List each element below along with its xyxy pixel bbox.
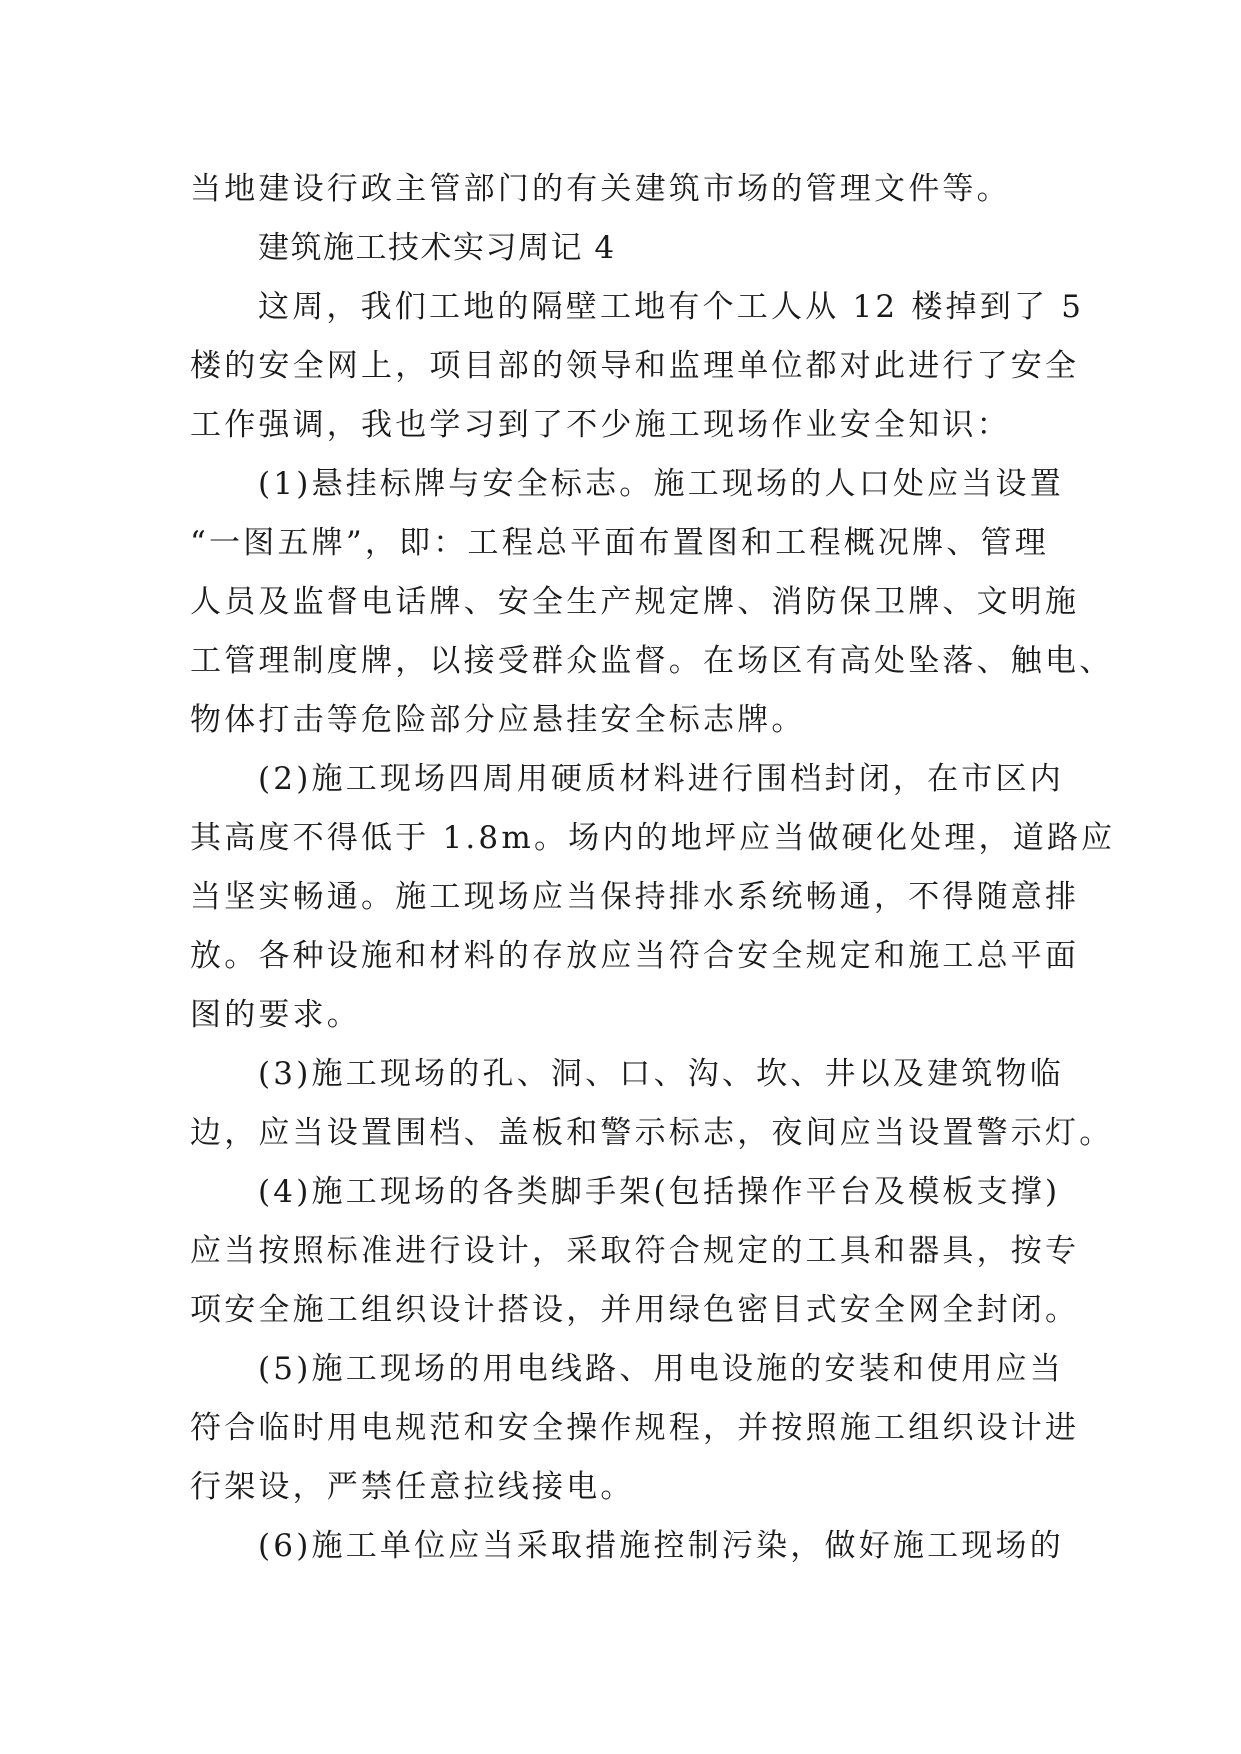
text-line: 当地建设行政主管部门的有关建筑市场的管理文件等。 [190, 171, 1011, 207]
document-page [190, 160, 1116, 1576]
text-line: 其高度不得低于 1.8m。场内的地坪应当做硬化处理，道路应 [190, 820, 1116, 856]
text-line: 楼的安全网上，项目部的领导和监理单位都对此进行了安全 [190, 348, 1080, 384]
text-line: 图的要求。 [190, 997, 361, 1033]
text-line: 工管理制度牌，以接受群众监督。在场区有高处坠落、触电、 [190, 643, 1114, 679]
text-line: 这周，我们工地的隔壁工地有个工人从 12 楼掉到了 5 [258, 289, 1085, 325]
text-line: (5)施工现场的用电线路、用电设施的安装和使用应当 [258, 1351, 1064, 1387]
text-line: 人员及监督电话牌、安全生产规定牌、消防保卫牌、文明施 [190, 584, 1080, 620]
text-line: 工作强调，我也学习到了不少施工现场作业安全知识： [190, 407, 1011, 443]
text-line: 项安全施工组织设计搭设，并用绿色密目式安全网全封闭。 [190, 1292, 1080, 1328]
text-line: 应当按照标准进行设计，采取符合规定的工具和器具，按专 [190, 1233, 1080, 1269]
text-line: (1)悬挂标牌与安全标志。施工现场的人口处应当设置 [258, 466, 1064, 502]
text-line: (4)施工现场的各类脚手架(包括操作平台及模板支撑) [258, 1174, 1061, 1210]
text-line: 放。各种设施和材料的存放应当符合安全规定和施工总平面 [190, 938, 1080, 974]
text-line: (2)施工现场四周用硬质材料进行围档封闭，在市区内 [258, 761, 1064, 797]
text-line: (3)施工现场的孔、洞、口、沟、坎、井以及建筑物临 [258, 1056, 1064, 1092]
text-line: (6)施工单位应当采取措施控制污染，做好施工现场的 [258, 1528, 1064, 1564]
text-line: 物体打击等危险部分应悬挂安全标志牌。 [190, 702, 806, 738]
text-line: 当坚实畅通。施工现场应当保持排水系统畅通，不得随意排 [190, 879, 1080, 915]
text-line: 符合临时用电规范和安全操作规程，并按照施工组织设计进 [190, 1410, 1080, 1446]
text-line: “一图五牌”，即：工程总平面布置图和工程概况牌、管理 [190, 525, 1049, 561]
text-line: 边，应当设置围档、盖板和警示标志，夜间应当设置警示灯。 [190, 1115, 1114, 1151]
section-title: 建筑施工技术实习周记 4 [258, 230, 616, 266]
text-line: 行架设，严禁任意拉线接电。 [190, 1469, 635, 1505]
